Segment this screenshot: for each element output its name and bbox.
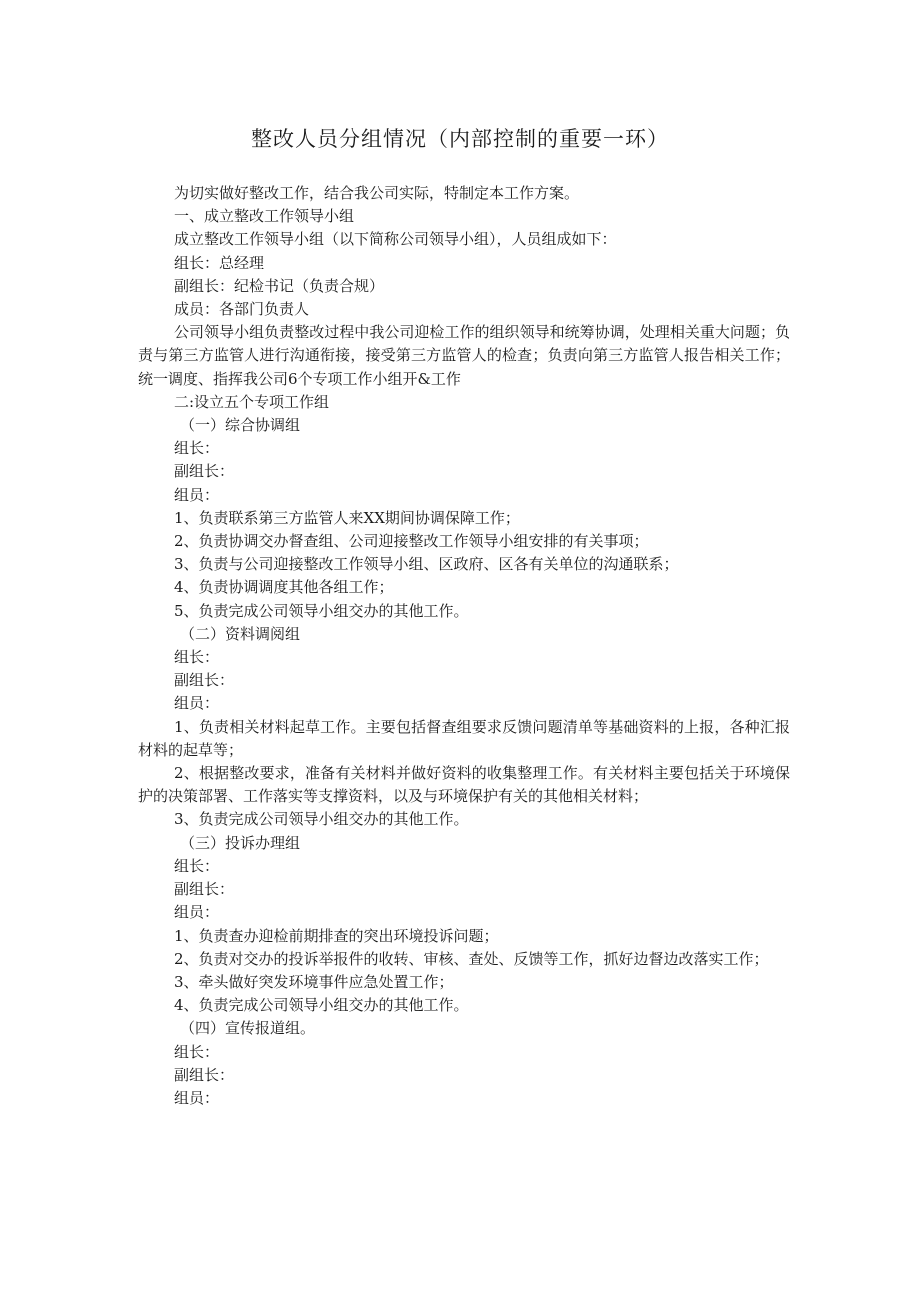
- paragraph: 组员：: [174, 1088, 220, 1107]
- paragraph: 5、负责完成公司领导小组交办的其他工作。: [174, 601, 469, 620]
- paragraph: 组员：: [174, 485, 220, 504]
- section-heading: （一）综合协调组: [180, 416, 301, 435]
- section-heading: （三）投诉办理组: [180, 833, 301, 852]
- paragraph: 2、根据整改要求，准备有关材料并做好资料的收集整理工作。有关材料主要包括关于环境保护的决策部署、工作落实等支撑资料，以及与环境保护有关的其他相关材料；: [138, 764, 790, 806]
- paragraph: 为切实做好整改工作，结合我公司实际，特制定本工作方案。: [174, 184, 580, 202]
- document-body: [138, 182, 790, 1110]
- paragraph: 一、成立整改工作领导小组: [174, 207, 355, 226]
- paragraph: 组长：: [174, 439, 220, 458]
- paragraph: 组员：: [174, 903, 220, 922]
- paragraph: 副组长：纪检书记（负责合规）: [174, 276, 385, 295]
- section-heading: （二）资料调阅组: [180, 624, 301, 643]
- paragraph: 副组长：: [174, 1065, 235, 1084]
- paragraph: 成员：各部门负责人: [174, 300, 310, 319]
- paragraph: 成立整改工作领导小组（以下简称公司领导小组），人员组成如下：: [174, 230, 617, 249]
- paragraph: 4、负责完成公司领导小组交办的其他工作。: [174, 996, 469, 1015]
- paragraph: 1、负责查办迎检前期排查的突出环境投诉问题；: [174, 926, 499, 945]
- paragraph: 组长：: [174, 648, 220, 667]
- paragraph: 组员：: [174, 694, 220, 713]
- paragraph: 公司领导小组负责整改过程中我公司迎检工作的组织领导和统筹协调，处理相关重大问题；负责与第三方监管人进行沟通衔接，接受第三方监管人的检查；负责向第三方监管人报告相关工作；统一调度、指挥我公司6个专项工作小组开&工作: [138, 323, 790, 388]
- paragraph: 3、负责与公司迎接整改工作领导小组、区政府、区各有关单位的沟通联系；: [174, 555, 679, 574]
- paragraph: 组长：: [174, 856, 220, 875]
- paragraph: 1、负责联系第三方监管人来XX期间协调保障工作；: [174, 508, 520, 527]
- paragraph: 4、负责协调调度其他各组工作；: [174, 578, 394, 597]
- paragraph: 1、负责相关材料起草工作。主要包括督查组要求反馈问题清单等基础资料的上报，各种汇报材料的起草等；: [138, 717, 790, 759]
- document-title: 整改人员分组情况（内部控制的重要一环）: [251, 127, 669, 151]
- paragraph: 组长：: [174, 1042, 220, 1061]
- paragraph: 3、牵头做好突发环境事件应急处置工作；: [174, 972, 454, 991]
- paragraph: 3、负责完成公司领导小组交办的其他工作。: [174, 810, 469, 829]
- paragraph: 二:设立五个专项工作组: [174, 392, 330, 411]
- paragraph: 组长：总经理: [174, 253, 265, 272]
- paragraph: 副组长：: [174, 671, 235, 690]
- paragraph: 2、负责协调交办督查组、公司迎接整改工作领导小组安排的有关事项；: [174, 532, 649, 551]
- paragraph: 2、负责对交办的投诉举报件的收转、审核、查处、反馈等工作，抓好边督边改落实工作；: [174, 949, 769, 968]
- paragraph: 副组长：: [174, 880, 235, 899]
- paragraph: 副组长：: [174, 462, 235, 481]
- section-heading: （四）宣传报道组。: [180, 1019, 316, 1038]
